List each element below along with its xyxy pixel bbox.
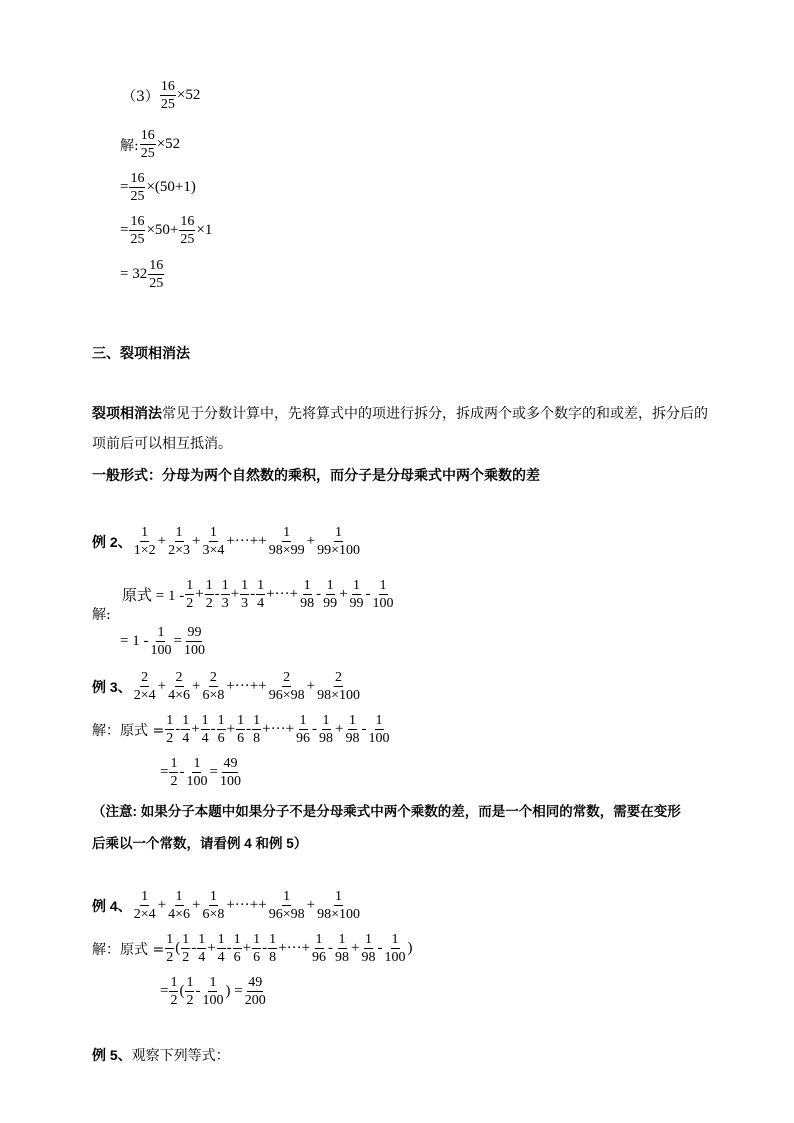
operator: - <box>226 940 232 956</box>
operator: - <box>316 586 322 602</box>
ex4-result: = $\frac{1}{2}$ ( 1 2 - 1 100 ) = $\frac{49}{200}$ <box>160 975 266 1008</box>
operator: + <box>306 533 316 549</box>
fraction-term: $\frac{1}{6}$ <box>237 713 245 746</box>
ex4-sol: 解：原式 = $\frac{1}{2}$ ( 1 2 - 1 4 + $\frac{1}{4}$ - 1 6 + $\frac{1}{6}$ - 1 8 +···+ $\frac{1}{96}$ - 1 98 + $\frac{1}{98}$ - 1 100 ) <box>92 932 413 965</box>
fraction-term: 1 4 <box>198 932 206 965</box>
fraction: $\frac{99}{100}$ <box>183 625 205 658</box>
operator: - <box>175 721 181 737</box>
fraction: $\frac{16}{25}$ <box>160 79 175 112</box>
intro-line2: 项前后可以相互抵消。 <box>92 436 232 452</box>
operator: + <box>339 586 348 602</box>
fraction-term: $\frac{1}{96\times 98}$ <box>268 889 305 922</box>
ex2-result: = 1 - $\frac{1}{100}$ = $\frac{99}{100}$ <box>120 625 205 658</box>
ex4-expand <box>180 931 407 966</box>
operator: + <box>306 678 316 694</box>
fraction-term: $\frac{1}{99}$ <box>349 578 364 611</box>
fraction: $\frac{16}{25}$ <box>130 171 145 204</box>
part3-problem: （3） $\frac{16}{25}$ ×52 <box>122 79 201 112</box>
ex2-terms <box>132 524 362 559</box>
fraction: 16 25 <box>149 258 164 291</box>
fraction-term: 1 8 <box>269 932 277 965</box>
part3-line3: = $\frac{16}{25}$ ×50+ $\frac{16}{25}$ ×1 <box>120 214 213 247</box>
operator: + <box>191 897 201 913</box>
fraction: $\frac{16}{25}$ <box>130 214 145 247</box>
fraction-term: 1 2 <box>166 713 174 746</box>
operator: + <box>157 678 167 694</box>
fraction-term: $\frac{2}{98\times 100}$ <box>317 670 360 703</box>
section-heading: 三、裂项相消法 <box>92 345 190 361</box>
fraction-term: $\frac{2}{4\times 6}$ <box>168 670 190 703</box>
fraction-term: $\frac{1}{4\times 6}$ <box>168 889 190 922</box>
fraction-term: $\frac{1}{6}$ <box>253 932 261 965</box>
fraction-term: 2 2×4 <box>133 670 156 703</box>
fraction-term: 1 4 <box>182 713 190 746</box>
fraction: $\frac{1}{2}$ <box>170 975 178 1008</box>
operator: + <box>191 533 201 549</box>
operator: - <box>210 721 216 737</box>
ex2-expand <box>184 577 395 612</box>
operator: - <box>361 721 367 737</box>
operator: - <box>262 940 268 956</box>
ex3-sol: 解：原式 = 1 2 - 1 4 + $\frac{1}{4}$ - 1 6 + $\frac{1}{6}$ - 1 8 +···+ $\frac{1}{96}$ - 1 98 + $\frac{1}{98}$ - 1 100 <box>92 713 390 746</box>
ex4-problem: 例 4、 1 2×4 + $\frac{1}{4\times 6}$ + $\frac{1}{6\times 8}$ +···++ $\frac{1}{96\times 98}$ + $\frac{1}{98\times 100}$ <box>92 889 360 922</box>
fraction: $\frac{16}{25}$ <box>140 128 155 161</box>
note-line1: （注意: 如果分子本题中如果分子不是分母乘式中两个乘数的差，而是一个相同的常数，需要在变形 <box>92 804 681 819</box>
fraction-term: 1 2×4 <box>133 889 156 922</box>
ex3-problem: 例 3、 2 2×4 + $\frac{2}{4\times 6}$ + $\frac{2}{6\times 8}$ +···++ $\frac{2}{96\times 98}$ + $\frac{2}{98\times 100}$ <box>92 670 360 703</box>
fraction: $\frac{16}{25}$ <box>180 214 195 247</box>
fraction: $\frac{1}{2}$ <box>170 756 178 789</box>
fraction-term: 1 98 <box>335 932 350 965</box>
fraction-term: 1 2 <box>186 578 194 611</box>
ex2-sol-label: 解: <box>92 607 111 623</box>
ex3-terms <box>132 669 362 704</box>
fraction-term: 1 99 <box>323 578 338 611</box>
fraction-term: $\frac{1}{98}$ <box>361 932 376 965</box>
intro-line1: 裂项相消法 常见于分数计算中，先将算式中的项进行拆分，拆成两个或多个数字的和或差，拆分后的 <box>92 405 708 422</box>
operator: + <box>335 721 344 737</box>
part3-line1: 解: $\frac{16}{25}$ ×52 <box>120 128 181 161</box>
operator: +···++ <box>226 897 267 913</box>
fraction: $\frac{1}{100}$ <box>150 625 172 658</box>
operator: + <box>306 897 316 913</box>
fraction-term: 1 4 <box>257 578 265 611</box>
ex4-terms <box>132 888 362 923</box>
fraction-term: 1 98 <box>319 713 334 746</box>
fraction-term: 1 8 <box>253 713 261 746</box>
operator: +···+ <box>266 586 299 602</box>
part3-label: （3） <box>122 88 159 105</box>
fraction: $\frac{49}{200}$ <box>244 975 266 1008</box>
fraction-term: $\frac{1}{2\times 3}$ <box>168 525 190 558</box>
note-line2: 后乘以一个常数，请看例 4 和例 5） <box>92 836 308 851</box>
fraction-term: 1 100 <box>372 578 394 611</box>
fraction: 1 2 <box>186 975 194 1008</box>
operator: +···+ <box>262 721 295 737</box>
fraction-term: $\frac{1}{96}$ <box>312 932 327 965</box>
fraction: $\frac{49}{100}$ <box>219 756 241 789</box>
fraction-term: 1 1×2 <box>133 525 156 558</box>
fraction: $\frac{1}{2}$ <box>166 932 174 965</box>
operator: - <box>191 940 197 956</box>
fraction-term: $\frac{1}{99\times 100}$ <box>317 525 360 558</box>
fraction-term: 1 100 <box>368 713 390 746</box>
fraction-term: $\frac{1}{4}$ <box>201 713 209 746</box>
operator: - <box>377 940 383 956</box>
fraction-term: 1 100 <box>384 932 406 965</box>
operator: +···++ <box>226 678 267 694</box>
operator: + <box>207 940 216 956</box>
fraction-term: $\frac{2}{6\times 8}$ <box>202 670 225 703</box>
fraction: 1 100 <box>202 975 224 1008</box>
part3-line2: = $\frac{16}{25}$ ×(50+1) <box>120 171 196 204</box>
operator: + <box>226 721 236 737</box>
ex5-line: 例 5、 观察下列等式： <box>92 1047 230 1064</box>
fraction-term: 1 6 <box>233 932 241 965</box>
operator: + <box>191 721 200 737</box>
fraction-term: $\frac{1}{98}$ <box>345 713 360 746</box>
ex3-expand <box>164 712 391 747</box>
general-form: 一般形式：分母为两个自然数的乘积，而分子是分母乘式中两个乘数的差 <box>92 467 540 483</box>
ex2-orig: 原式 = 1 - 1 2 + $\frac{1}{2}$ - 1 3 + $\frac{1}{3}$ - 1 4 +···+ $\frac{1}{98}$ - 1 99 + $\frac{1}{99}$ - 1 100 <box>122 578 394 611</box>
fraction-term: $\frac{1}{98\times 99}$ <box>268 525 305 558</box>
fraction-term: $\frac{1}{6\times 8}$ <box>202 889 225 922</box>
operator: + <box>242 940 252 956</box>
operator: - <box>246 721 252 737</box>
fraction-term: $\frac{1}{98}$ <box>300 578 315 611</box>
operator: +···+ <box>278 940 311 956</box>
fraction-term: $\frac{1}{96}$ <box>296 713 311 746</box>
operator: - <box>214 586 220 602</box>
part3-line4: = 32 16 25 <box>120 258 164 291</box>
fraction-term: $\frac{1}{2}$ <box>205 578 213 611</box>
fraction-term: $\frac{2}{96\times 98}$ <box>268 670 305 703</box>
fraction-term: 1 3 <box>221 578 229 611</box>
fraction-term: $\frac{1}{4}$ <box>217 932 225 965</box>
operator: - <box>312 721 318 737</box>
fraction: $\frac{1}{100}$ <box>186 756 208 789</box>
operator: - <box>365 586 371 602</box>
fraction-term: $\frac{1}{3\times 4}$ <box>202 525 225 558</box>
operator: - <box>250 586 256 602</box>
operator: + <box>195 586 204 602</box>
operator: - <box>328 940 334 956</box>
operator: + <box>191 678 201 694</box>
operator: +···++ <box>226 533 267 549</box>
operator: + <box>230 586 240 602</box>
ex3-result: = $\frac{1}{2}$ - $\frac{1}{100}$ = $\frac{49}{100}$ <box>160 756 241 789</box>
operator: + <box>157 897 167 913</box>
fraction-term: 1 6 <box>217 713 225 746</box>
fraction-term: 1 2 <box>182 932 190 965</box>
fraction-term: $\frac{1}{3}$ <box>241 578 249 611</box>
operator: + <box>351 940 360 956</box>
fraction-term: $\frac{1}{98\times 100}$ <box>317 889 360 922</box>
ex2-problem: 例 2、 1 1×2 + $\frac{1}{2\times 3}$ + $\frac{1}{3\times 4}$ +···++ $\frac{1}{98\times 99}$ + $\frac{1}{99\times 100}$ <box>92 525 360 558</box>
operator: + <box>157 533 167 549</box>
